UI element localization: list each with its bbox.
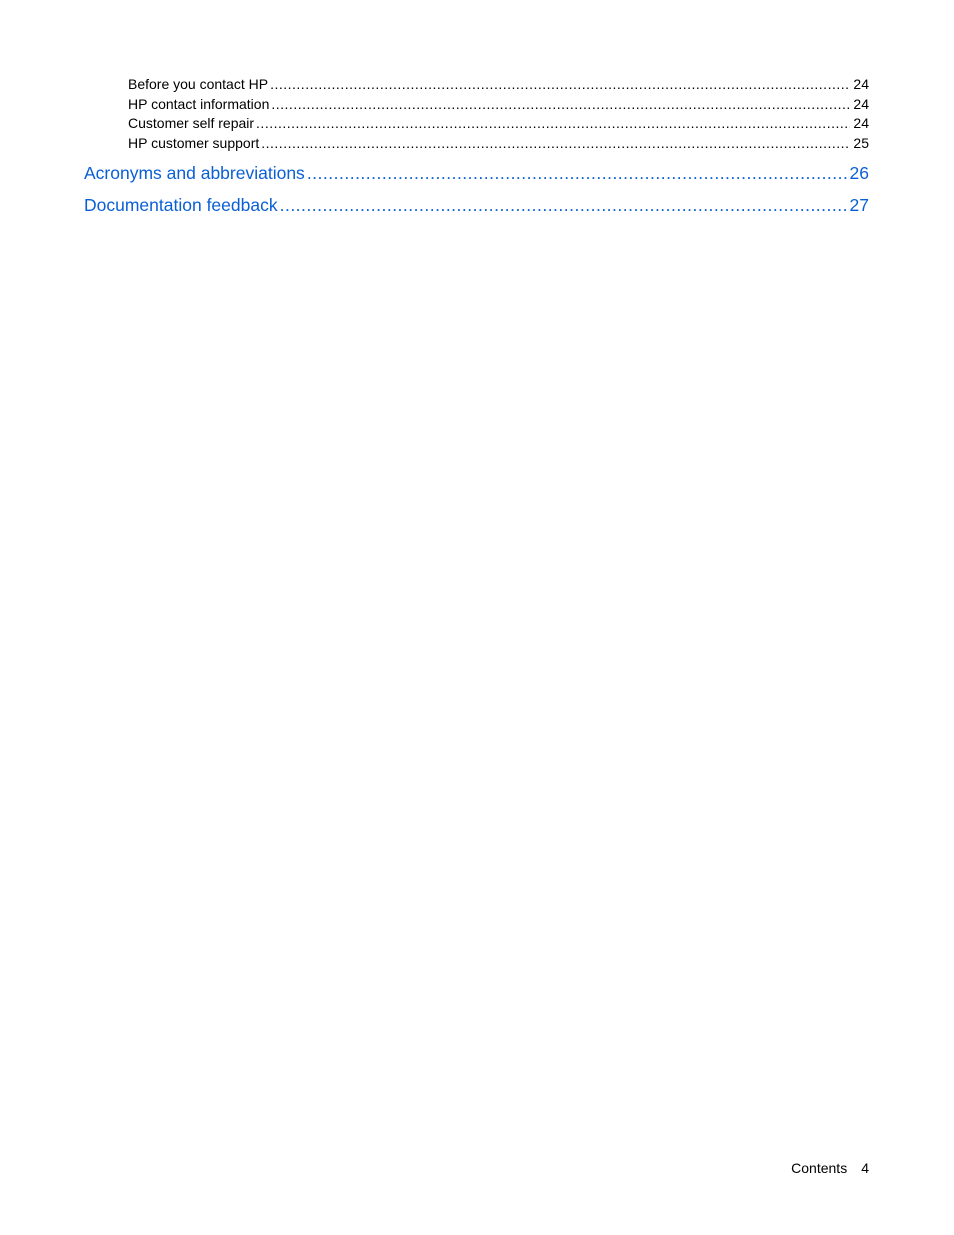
toc-entry-hp-customer-support[interactable]	[128, 134, 869, 152]
toc-entry-label: Documentation feedback	[84, 195, 278, 215]
toc-entry-page: 27	[849, 195, 869, 215]
toc-entry-label: HP customer support	[128, 135, 260, 151]
toc-dot-leader	[280, 194, 847, 216]
toc-entry-label: Before you contact HP	[128, 76, 269, 92]
toc-entry-page: 26	[849, 163, 869, 183]
footer-section-label: Contents	[791, 1160, 848, 1176]
toc-entry-hp-contact-information[interactable]	[128, 95, 869, 113]
toc-entry-label: Customer self repair	[128, 115, 255, 131]
toc-dot-leader	[271, 95, 850, 113]
page-footer	[791, 1159, 869, 1177]
toc-entry-customer-self-repair[interactable]	[128, 114, 869, 132]
toc-entry-before-you-contact-hp[interactable]	[128, 75, 869, 93]
toc-dot-leader	[256, 114, 850, 132]
toc-dot-leader	[270, 75, 850, 93]
toc-entry-label: Acronyms and abbreviations	[84, 163, 305, 183]
toc-entry-page: 24	[853, 76, 869, 92]
toc-link-documentation-feedback[interactable]	[84, 194, 869, 216]
toc-link-acronyms-and-abbreviations[interactable]	[84, 162, 869, 184]
toc-dot-leader	[261, 134, 850, 152]
toc-entry-page: 25	[853, 135, 869, 151]
toc-entry-page: 24	[853, 115, 869, 131]
footer-page-number: 4	[861, 1160, 869, 1176]
toc-dot-leader	[307, 162, 847, 184]
toc-entry-page: 24	[853, 96, 869, 112]
toc-entry-label: HP contact information	[128, 96, 270, 112]
